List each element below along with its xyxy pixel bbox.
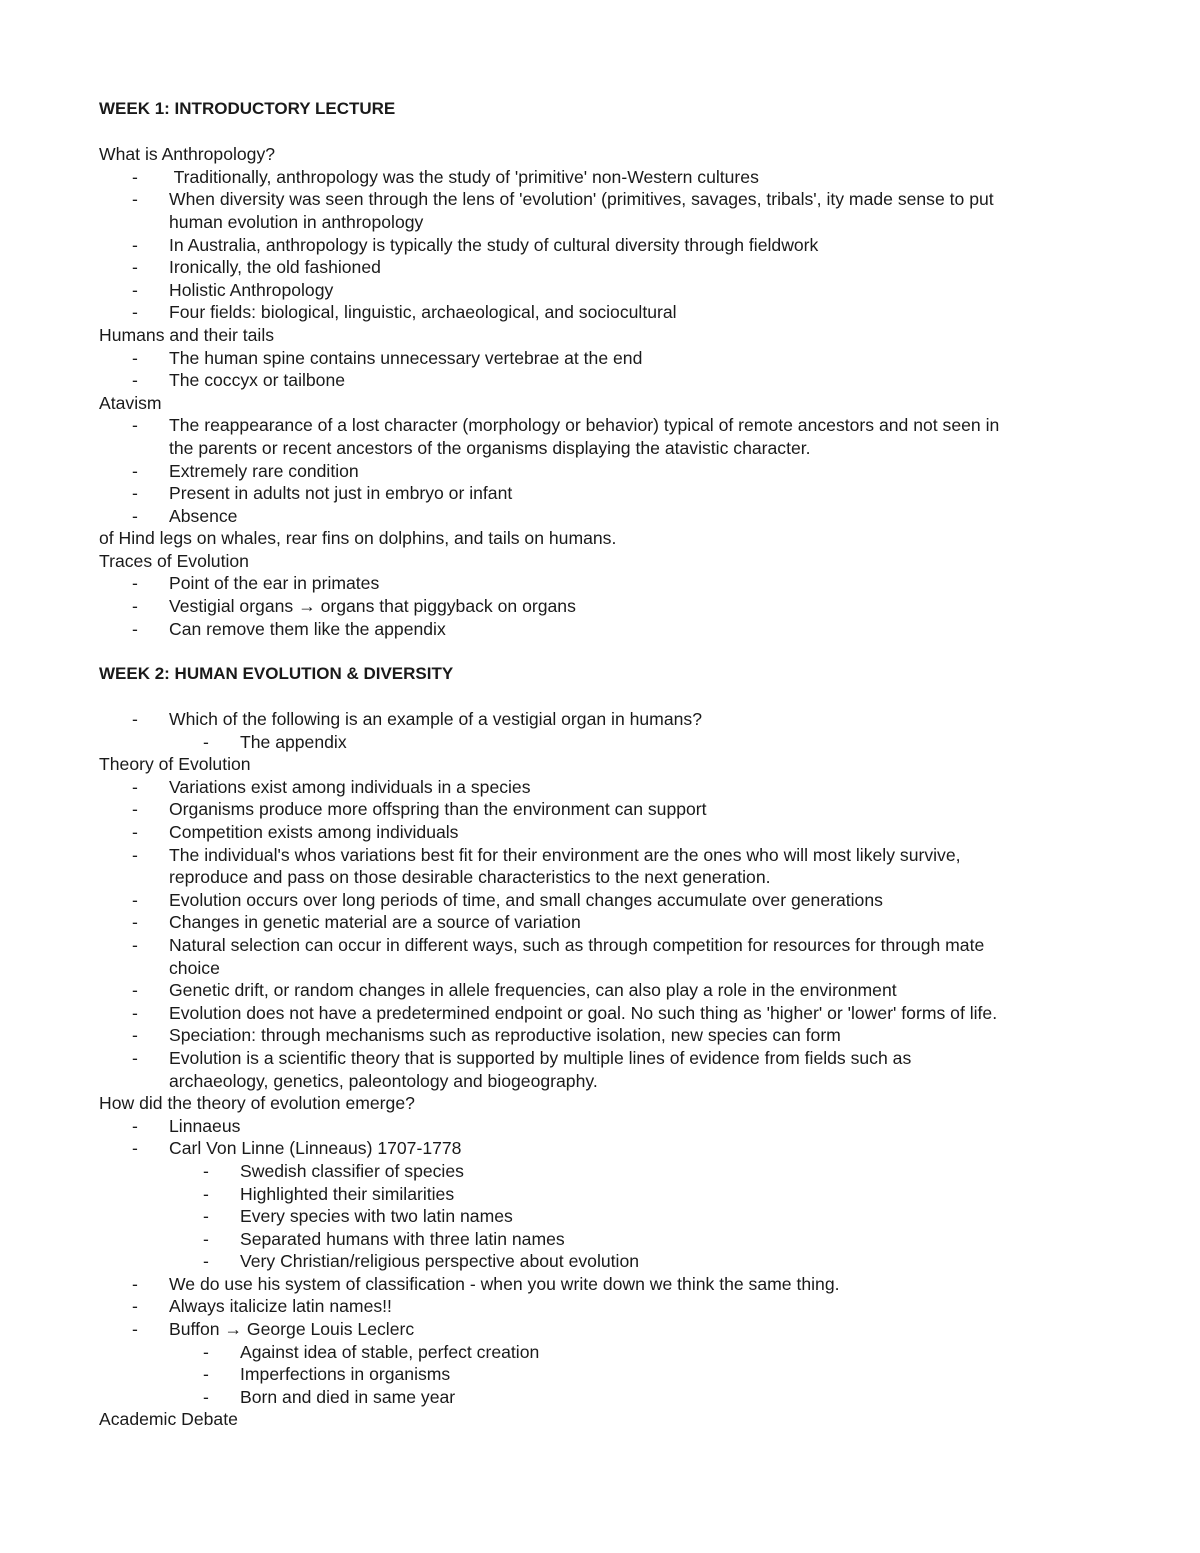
bullet-dash: - bbox=[132, 799, 138, 820]
list-item: - Carl Von Linne (Linneaus) 1707-1778 bbox=[132, 1138, 462, 1159]
sub-list-item: - Every species with two latin names bbox=[203, 1206, 513, 1227]
bullet-dash: - bbox=[132, 505, 138, 526]
bullet-dash: - bbox=[132, 573, 138, 594]
list-item-continued: choice bbox=[169, 957, 220, 978]
bullet-dash: - bbox=[132, 166, 138, 187]
list-item: - Holistic Anthropology bbox=[132, 279, 334, 300]
list-item: - Linnaeus bbox=[132, 1115, 241, 1136]
bullet-dash: - bbox=[132, 889, 138, 910]
spacer bbox=[99, 640, 1109, 663]
sub-list-item: - Highlighted their similarities bbox=[203, 1183, 455, 1204]
spacer bbox=[99, 121, 1109, 144]
list-item: - Can remove them like the appendix bbox=[132, 618, 446, 639]
list-item: - Present in adults not just in embryo or infant bbox=[132, 483, 513, 504]
bullet-dash: - bbox=[132, 934, 138, 955]
bullet-dash: - bbox=[132, 370, 138, 391]
bullet-dash: - bbox=[132, 234, 138, 255]
bullet-dash: - bbox=[132, 347, 138, 368]
list-item: - Always italicize latin names!! bbox=[132, 1296, 392, 1317]
bullet-dash: - bbox=[203, 731, 209, 752]
bullet-dash: - bbox=[132, 596, 138, 617]
bullet-dash: - bbox=[203, 1341, 209, 1362]
list-item: - Evolution does not have a predetermined endpoint or goal. No such thing as 'higher' or 'lower' forms of life. bbox=[132, 1002, 998, 1023]
list-item: - Natural selection can occur in different ways, such as through competition for resources for through mate bbox=[132, 934, 985, 955]
absence-continued: of Hind legs on whales, rear fins on dolphins, and tails on humans. bbox=[99, 528, 617, 549]
list-item-continued: the parents or recent ancestors of the organisms displaying the atavistic character. bbox=[169, 437, 811, 458]
bullet-dash: - bbox=[203, 1160, 209, 1181]
list-item: - Variations exist among individuals in a species bbox=[132, 776, 531, 797]
list-item: - Vestigial organs → organs that piggyback on organs bbox=[132, 596, 576, 617]
list-item: - Which of the following is an example of a vestigial organ in humans? bbox=[132, 709, 702, 730]
bullet-dash: - bbox=[203, 1206, 209, 1227]
document-page bbox=[99, 98, 1109, 1431]
list-item: - Genetic drift, or random changes in allele frequencies, can also play a role in the environment bbox=[132, 980, 897, 1001]
list-item: - Four fields: biological, linguistic, archaeological, and sociocultural bbox=[132, 302, 677, 323]
bullet-dash: - bbox=[132, 1138, 138, 1159]
bullet-dash: - bbox=[203, 1228, 209, 1249]
list-item-continued: human evolution in anthropology bbox=[169, 211, 424, 232]
bullet-dash: - bbox=[132, 415, 138, 436]
emerge-heading: How did the theory of evolution emerge? bbox=[99, 1093, 415, 1114]
sub-list-item: - Swedish classifier of species bbox=[203, 1160, 464, 1181]
bullet-dash: - bbox=[132, 302, 138, 323]
list-item: - Organisms produce more offspring than the environment can support bbox=[132, 799, 707, 820]
bullet-dash: - bbox=[132, 1025, 138, 1046]
bullet-dash: - bbox=[132, 483, 138, 504]
bullet-dash: - bbox=[132, 1319, 138, 1340]
list-item: - In Australia, anthropology is typically the study of cultural diversity through fieldwork bbox=[132, 234, 819, 255]
spacer bbox=[99, 685, 1109, 708]
anthropology-question: What is Anthropology? bbox=[99, 144, 276, 165]
list-item: - When diversity was seen through the lens of 'evolution' (primitives, savages, tribals', ity made sense to put bbox=[132, 189, 994, 210]
bullet-dash: - bbox=[132, 460, 138, 481]
bullet-dash: - bbox=[203, 1386, 209, 1407]
bullet-dash: - bbox=[132, 279, 138, 300]
bullet-dash: - bbox=[132, 1047, 138, 1068]
bullet-dash: - bbox=[132, 1296, 138, 1317]
bullet-dash: - bbox=[132, 822, 138, 842]
list-item: - We do use his system of classification - when you write down we think the same thing. bbox=[132, 1273, 840, 1294]
list-item-continued: archaeology, genetics, paleontology and biogeography. bbox=[169, 1070, 598, 1091]
list-item: - The reappearance of a lost character (morphology or behavior) typical of remote ancestors and not seen in bbox=[132, 415, 1000, 436]
list-item: - Traditionally, anthropology was the study of 'primitive' non-Western cultures bbox=[132, 166, 759, 187]
list-item: - Competition exists among individuals bbox=[132, 822, 459, 842]
sub-list-item: - Born and died in same year bbox=[203, 1386, 456, 1407]
tails-heading: Humans and their tails bbox=[99, 324, 275, 345]
atavism-heading: Atavism bbox=[99, 392, 162, 413]
bullet-dash: - bbox=[132, 189, 138, 210]
list-item-continued: reproduce and pass on those desirable characteristics to the next generation. bbox=[169, 867, 771, 888]
list-item: - Buffon → George Louis Leclerc bbox=[132, 1319, 415, 1340]
list-item: - Evolution is a scientific theory that is supported by multiple lines of evidence from fields such as bbox=[132, 1047, 912, 1068]
bullet-dash: - bbox=[132, 776, 138, 797]
bullet-dash: - bbox=[132, 1273, 138, 1294]
bullet-dash: - bbox=[132, 257, 138, 278]
bullet-dash: - bbox=[132, 980, 138, 1001]
list-item: - Point of the ear in primates bbox=[132, 573, 380, 594]
sub-list-item: - The appendix bbox=[203, 731, 347, 752]
list-item: - The human spine contains unnecessary vertebrae at the end bbox=[132, 347, 643, 368]
bullet-dash: - bbox=[203, 1251, 209, 1272]
bullet-dash: - bbox=[132, 709, 138, 730]
theory-heading: Theory of Evolution bbox=[99, 754, 251, 775]
list-item: - Absence bbox=[132, 505, 238, 526]
sub-list-item: - Separated humans with three latin names bbox=[203, 1228, 565, 1249]
bullet-dash: - bbox=[132, 1002, 138, 1023]
bullet-dash: - bbox=[132, 1115, 138, 1136]
week1-title: WEEK 1: INTRODUCTORY LECTURE bbox=[99, 99, 396, 118]
bullet-dash: - bbox=[132, 912, 138, 933]
bullet-dash: - bbox=[203, 1183, 209, 1204]
list-item: - The individual's whos variations best fit for their environment are the ones who will most likely survive, bbox=[132, 844, 961, 865]
traces-heading: Traces of Evolution bbox=[99, 550, 249, 571]
bullet-dash: - bbox=[132, 844, 138, 865]
sub-list-item: - Against idea of stable, perfect creation bbox=[203, 1341, 540, 1362]
debate-heading: Academic Debate bbox=[99, 1409, 238, 1430]
list-item: - Changes in genetic material are a source of variation bbox=[132, 912, 581, 933]
sub-list-item: - Imperfections in organisms bbox=[203, 1364, 451, 1385]
list-item: - Speciation: through mechanisms such as reproductive isolation, new species can form bbox=[132, 1025, 841, 1046]
sub-list-item: - Very Christian/religious perspective about evolution bbox=[203, 1251, 640, 1272]
list-item: - Extremely rare condition bbox=[132, 460, 359, 481]
list-item: - Ironically, the old fashioned bbox=[132, 257, 381, 278]
bullet-dash: - bbox=[203, 1364, 209, 1385]
bullet-dash: - bbox=[132, 618, 138, 639]
week2-title: WEEK 2: HUMAN EVOLUTION & DIVERSITY bbox=[99, 663, 454, 683]
list-item: - Evolution occurs over long periods of time, and small changes accumulate over generations bbox=[132, 889, 883, 910]
list-item: - The coccyx or tailbone bbox=[132, 370, 346, 391]
